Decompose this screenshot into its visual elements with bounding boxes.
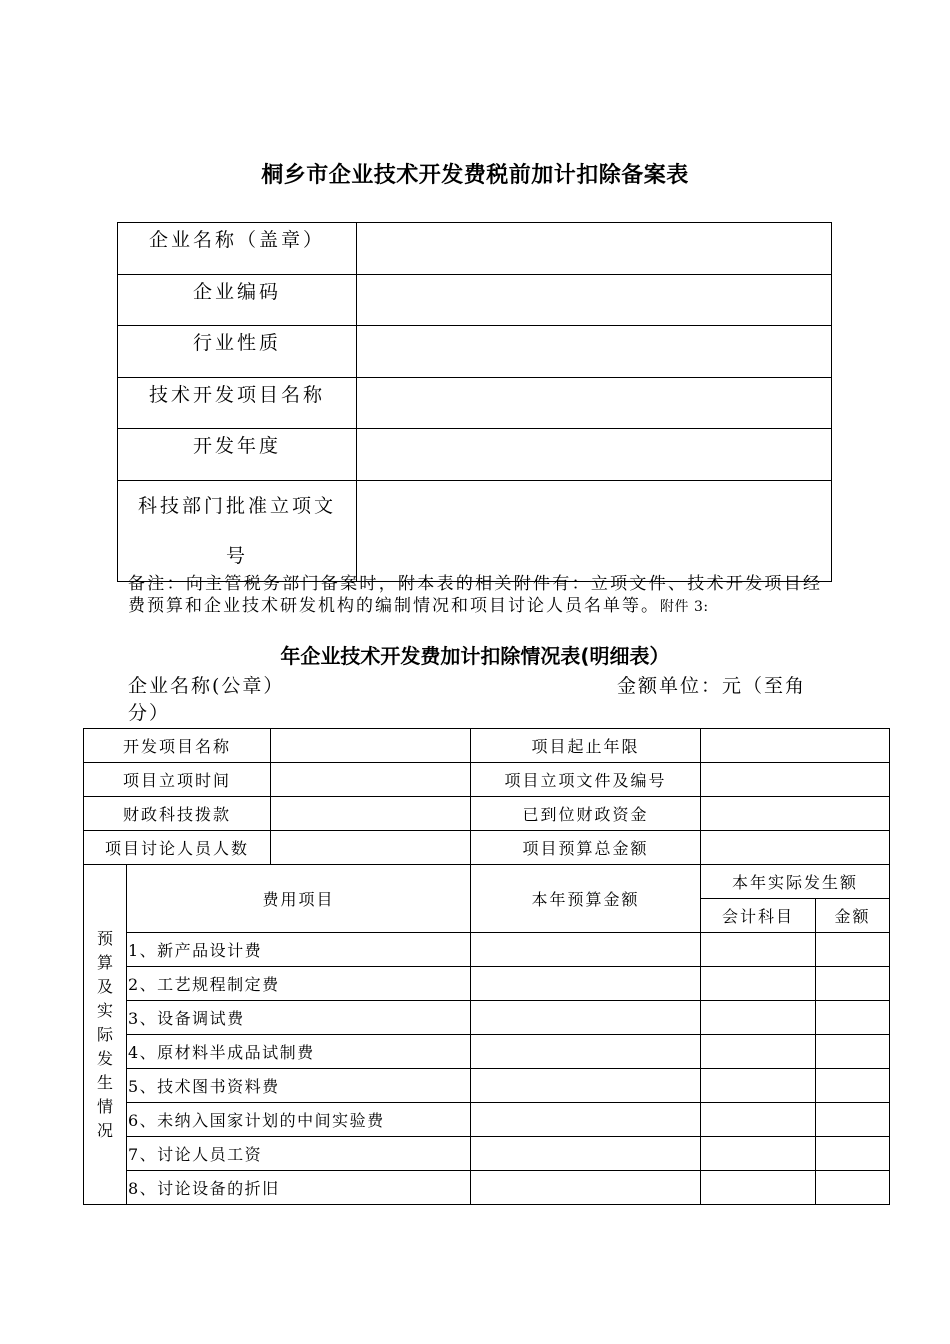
budget-cell[interactable] — [471, 933, 701, 967]
note-text: 备注：向主管税务部门备案时，附本表的相关附件有：立项文件、技术开发项目经费预算和企业技术研发机构的编制情况和项目讨论人员名单等。 — [128, 574, 822, 616]
field-approval-file[interactable] — [701, 763, 890, 797]
side-char: 发 — [96, 1048, 113, 1068]
amount-cell[interactable] — [816, 967, 890, 1001]
expense-item: 2、工艺规程制定费 — [127, 967, 471, 1001]
expense-item: 1、新产品设计费 — [127, 933, 471, 967]
expense-item: 4、原材料半成品试制费 — [127, 1035, 471, 1069]
label-total-budget: 项目预算总金额 — [471, 831, 701, 865]
field-approval-doc[interactable] — [357, 481, 832, 582]
side-char: 生 — [96, 1072, 113, 1092]
field-received-funds[interactable] — [701, 797, 890, 831]
budget-cell[interactable] — [471, 1069, 701, 1103]
label-industry: 行业性质 — [118, 326, 357, 378]
account-cell[interactable] — [701, 1171, 816, 1205]
label-company-code: 企业编码 — [118, 275, 357, 326]
budget-cell[interactable] — [471, 1137, 701, 1171]
label-project-period: 项目起止年限 — [471, 729, 701, 763]
account-cell[interactable] — [701, 967, 816, 1001]
field-company-name[interactable] — [357, 223, 832, 275]
side-label — [84, 865, 127, 1205]
label-approval-doc-line1: 科技部门批准立项文 — [137, 495, 336, 517]
budget-cell[interactable] — [471, 967, 701, 1001]
amount-cell[interactable] — [816, 1137, 890, 1171]
table-row — [84, 1069, 890, 1103]
expense-item: 5、技术图书资料费 — [127, 1069, 471, 1103]
table-row — [84, 1035, 890, 1069]
header-account: 会计科目 — [701, 899, 816, 933]
attachment-label: 附件 3: — [660, 599, 709, 615]
label-fiscal-funding: 财政科技拨款 — [84, 797, 271, 831]
field-dev-year[interactable] — [357, 429, 832, 481]
label-company-name: 企业名称（盖章） — [118, 223, 357, 275]
label-approval-doc-line2: 号 — [225, 545, 248, 567]
expense-item: 8、讨论设备的折旧 — [127, 1171, 471, 1205]
account-cell[interactable] — [701, 1069, 816, 1103]
label-dev-year: 开发年度 — [118, 429, 357, 481]
side-char: 实 — [96, 1000, 113, 1020]
account-cell[interactable] — [701, 1001, 816, 1035]
table-row — [84, 933, 890, 967]
amount-cell[interactable] — [816, 1035, 890, 1069]
filing-form-table — [117, 222, 832, 582]
field-staff-count[interactable] — [271, 831, 471, 865]
table-row — [84, 967, 890, 1001]
field-company-code[interactable] — [357, 275, 832, 326]
label-dev-project: 开发项目名称 — [84, 729, 271, 763]
side-char: 预 — [96, 928, 113, 948]
expense-item: 7、讨论人员工资 — [127, 1137, 471, 1171]
account-cell[interactable] — [701, 1035, 816, 1069]
label-approval-doc — [118, 481, 357, 582]
table-row — [84, 1171, 890, 1205]
amount-cell[interactable] — [816, 933, 890, 967]
field-approval-time[interactable] — [271, 763, 471, 797]
account-cell[interactable] — [701, 933, 816, 967]
detail-table — [83, 728, 890, 1205]
side-char: 情 — [96, 1096, 113, 1116]
header-item: 费用项目 — [127, 865, 471, 933]
company-seal-label: 企业名称(公章） — [128, 675, 285, 697]
field-fiscal-funding[interactable] — [271, 797, 471, 831]
label-staff-count: 项目讨论人员人数 — [84, 831, 271, 865]
expense-item: 3、设备调试费 — [127, 1001, 471, 1035]
amount-cell[interactable] — [816, 1001, 890, 1035]
budget-cell[interactable] — [471, 1035, 701, 1069]
amount-unit-label-cont: 分） — [128, 702, 171, 724]
account-cell[interactable] — [701, 1103, 816, 1137]
side-char: 际 — [96, 1024, 113, 1044]
table-row — [84, 1001, 890, 1035]
label-approval-time: 项目立项时间 — [84, 763, 271, 797]
account-cell[interactable] — [701, 1137, 816, 1171]
amount-cell[interactable] — [816, 1171, 890, 1205]
side-char: 及 — [96, 976, 113, 996]
side-char: 况 — [96, 1120, 113, 1140]
budget-cell[interactable] — [471, 1001, 701, 1035]
expense-item: 6、未纳入国家计划的中间实验费 — [127, 1103, 471, 1137]
field-industry[interactable] — [357, 326, 832, 378]
label-project-name: 技术开发项目名称 — [118, 378, 357, 429]
header-budget: 本年预算金额 — [471, 865, 701, 933]
label-approval-file: 项目立项文件及编号 — [471, 763, 701, 797]
label-received-funds: 已到位财政资金 — [471, 797, 701, 831]
note — [128, 573, 822, 618]
field-project-name[interactable] — [357, 378, 832, 429]
form2-title: 年企业技术开发费加计扣除情况表(明细表） — [280, 644, 670, 668]
side-char: 算 — [96, 952, 113, 972]
amount-cell[interactable] — [816, 1103, 890, 1137]
table-row — [84, 1137, 890, 1171]
field-dev-project[interactable] — [271, 729, 471, 763]
amount-cell[interactable] — [816, 1069, 890, 1103]
form1-title: 桐乡市企业技术开发费税前加计扣除备案表 — [261, 163, 689, 188]
field-project-period[interactable] — [701, 729, 890, 763]
table-row — [84, 1103, 890, 1137]
header-amount: 金额 — [816, 899, 890, 933]
header-actual: 本年实际发生额 — [701, 865, 890, 899]
budget-cell[interactable] — [471, 1171, 701, 1205]
budget-cell[interactable] — [471, 1103, 701, 1137]
field-total-budget[interactable] — [701, 831, 890, 865]
amount-unit-label: 金额单位：元（至角 — [617, 675, 807, 697]
